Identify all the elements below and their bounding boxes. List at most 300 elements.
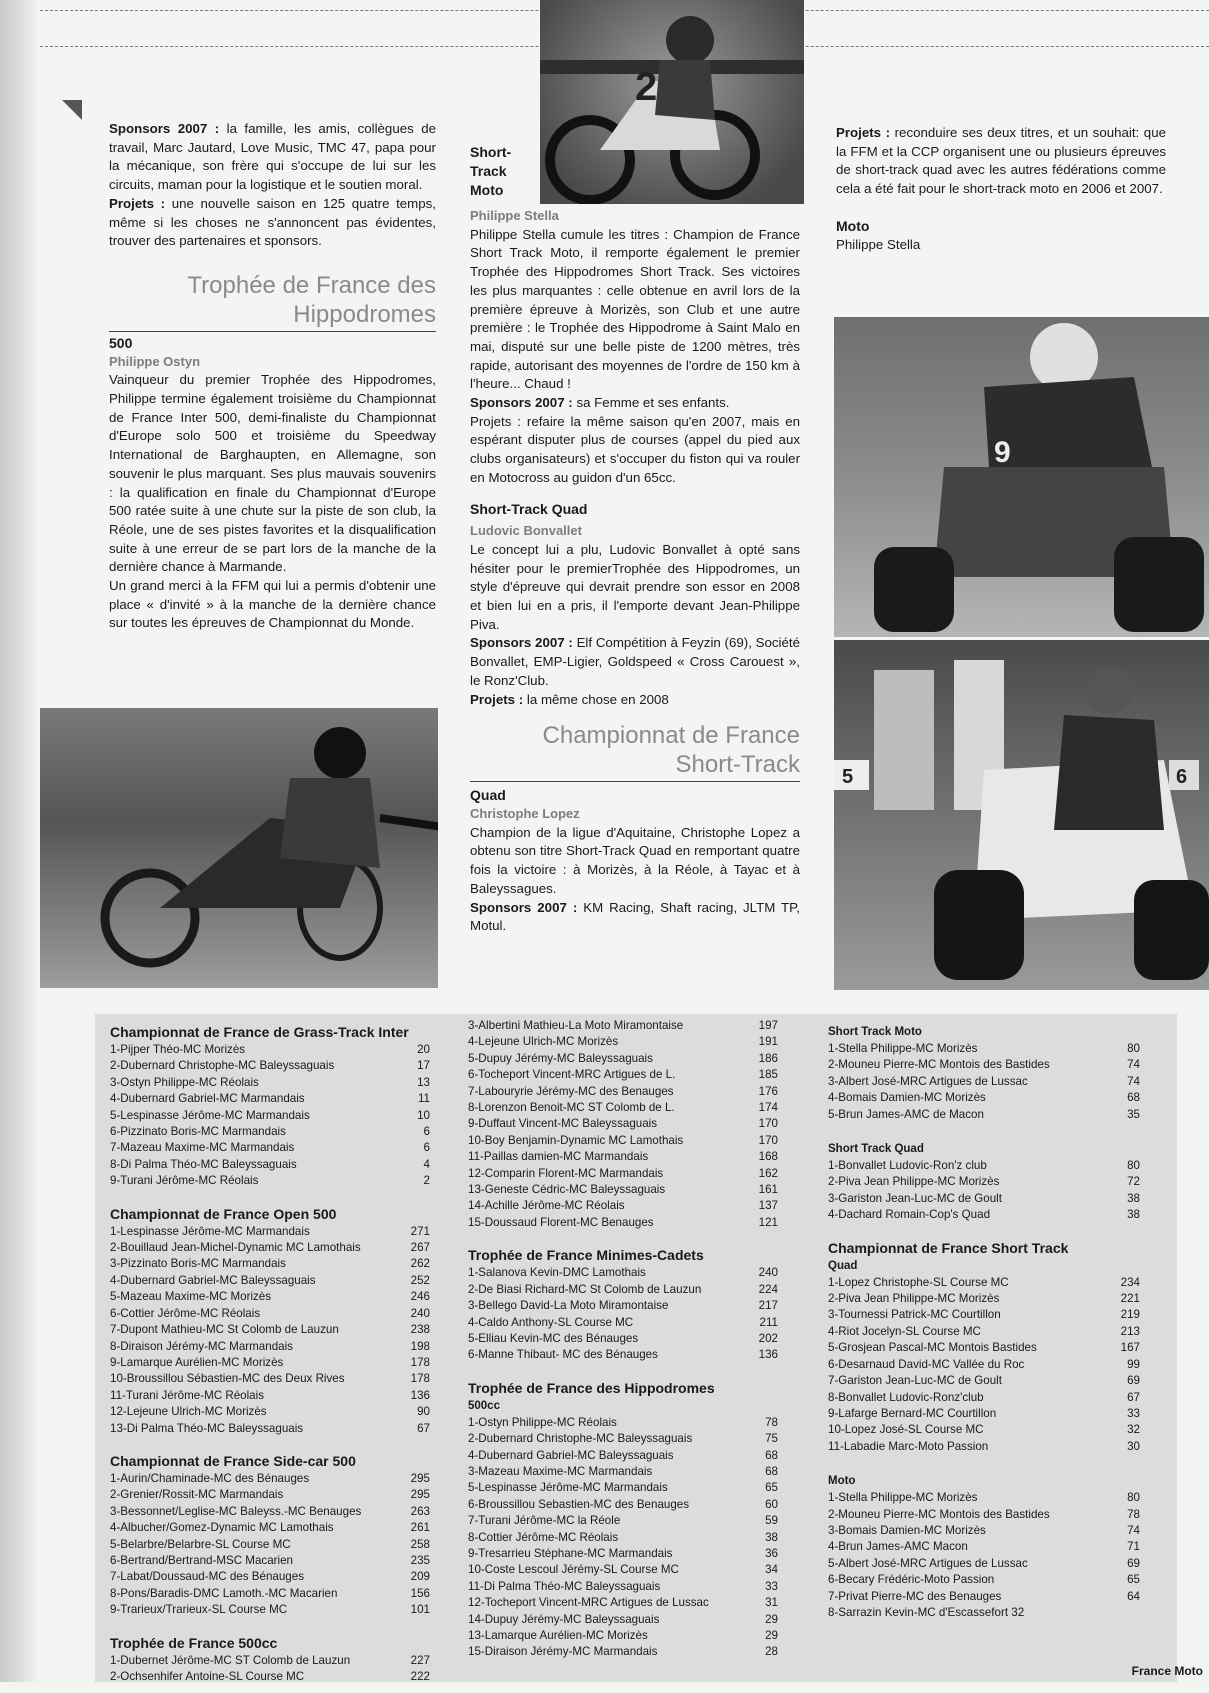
results-row	[468, 1595, 796, 1611]
results-section-title: Championnat de France Short Track	[828, 1239, 1069, 1256]
results-row	[110, 1140, 438, 1156]
rider-club: 5-Dupuy Jérémy-MC Baleyssaguais	[468, 1051, 653, 1065]
points: 246	[410, 1290, 430, 1304]
speedway-bike-illustration	[40, 708, 438, 988]
results-row	[828, 1490, 1158, 1506]
rider-club: 7-Labouryrie Jérémy-MC des Benauges	[468, 1084, 674, 1098]
points: 271	[410, 1224, 430, 1238]
results-row	[828, 1390, 1158, 1406]
rider-club: 8-Diraison Jérémy-MC Marmandais	[110, 1339, 293, 1353]
projets-text: reconduire ses deux titres, et un souhait: que la FFM et la CCP organisent une ou plusieurs épreuves de short-track quad avec les autres fédérations comme cela a été fait pour le short-track moto en 2006 et 2007.	[836, 125, 1166, 197]
results-row	[110, 1273, 438, 1289]
points: 197	[758, 1019, 778, 1032]
points: 262	[410, 1257, 430, 1271]
photo-quad-paddock	[834, 640, 1209, 990]
results-section-title: Trophée de France des Hippodromes	[468, 1379, 715, 1396]
rider-club: 1-Aurin/Chaminade-MC des Bénauges	[110, 1471, 310, 1485]
results-row	[110, 1602, 438, 1618]
rider-club: 2-Ochsenhifer Antoine-SL Course MC	[110, 1670, 305, 1683]
rider-club: 1-Lopez Christophe-SL Course MC	[828, 1275, 1009, 1289]
results-row	[828, 1439, 1158, 1455]
rider-club: 2-Piva Jean Philippe-MC Morizès	[828, 1175, 1000, 1189]
points: 30	[1127, 1439, 1140, 1453]
rider-club: 3-Bellego David-La Moto Miramontaise	[468, 1299, 669, 1313]
race-number: 2	[635, 65, 658, 109]
rider-club: 12-Tocheport Vincent-MRC Artigues de Lussac	[468, 1596, 709, 1610]
points: 101	[410, 1603, 430, 1617]
rider-club: 1-Dubernet Jérôme-MC ST Colomb de Lauzun	[110, 1653, 351, 1667]
results-row	[468, 1315, 796, 1331]
points: 185	[758, 1068, 778, 1082]
points: 69	[1127, 1556, 1140, 1570]
rider-club: 5-Lespinasse Jérôme-MC Marmandais	[110, 1108, 310, 1122]
rider-club: 9-Turani Jérôme-MC Réolais	[110, 1174, 259, 1188]
results-row	[828, 1539, 1158, 1555]
points: 78	[1127, 1507, 1140, 1521]
rider-club: 8-Di Palma Théo-MC Baleyssaguais	[110, 1157, 297, 1171]
rider-club: 1-Pijper Théo-MC Morizès	[110, 1043, 246, 1056]
results-row	[110, 1091, 438, 1107]
sponsors-text: KM Racing, Shaft racing, JLTM TP, Motul.	[470, 899, 800, 934]
results-row	[828, 1572, 1158, 1588]
points: 64	[1127, 1589, 1140, 1603]
results-row	[468, 1530, 796, 1546]
rider-club: 6-Tocheport Vincent-MRC Artigues de L.	[468, 1068, 676, 1082]
results-subsection-title: Quad	[828, 1259, 858, 1272]
results-row	[110, 1339, 438, 1355]
rider-club: 8-Pons/Baradis-DMC Lamoth.-MC Macarien	[110, 1586, 338, 1600]
rider-club: 15-Doussaud Florent-MC Benauges	[468, 1215, 654, 1229]
rider-club: 3-Bomais Damien-MC Morizès	[828, 1523, 986, 1537]
points: 258	[410, 1537, 430, 1551]
points: 219	[1120, 1308, 1140, 1322]
photo-short-track-moto	[540, 0, 804, 204]
results-subsection-title: Short Track Moto	[828, 1026, 922, 1038]
points: 33	[1127, 1406, 1140, 1420]
rider-club: 3-Ostyn Philippe-MC Réolais	[110, 1075, 259, 1089]
rider-club: 2-De Biasi Richard-MC St Colomb de Lauzun	[468, 1282, 702, 1296]
points: 80	[1127, 1042, 1140, 1055]
points: 90	[417, 1405, 430, 1419]
rider-club: 10-Coste Lescoul Jérémy-SL Course MC	[468, 1563, 679, 1577]
rider-club: 2-Mouneu Pierre-MC Montois des Bastides	[828, 1507, 1050, 1521]
points: 75	[765, 1432, 778, 1446]
sponsors-para	[470, 394, 800, 413]
points: 72	[1127, 1175, 1140, 1189]
results-row	[110, 1157, 438, 1173]
points: 2	[423, 1174, 430, 1188]
points: 74	[1127, 1523, 1140, 1537]
results-row	[468, 1562, 796, 1578]
rider-club: 6-Bertrand/Bertrand-MSC Macarien	[110, 1553, 293, 1567]
points: 4	[423, 1157, 430, 1171]
rider-club: 5-Brun James-AMC de Macon	[828, 1107, 984, 1121]
heading-line-2: Hippodromes	[293, 300, 436, 328]
body-paragraph: Vainqueur du premier Trophée des Hippodromes, Philippe termine également troisième du Championnat de France Inter 500, demi-finaliste du Championnat d'Europe solo 500 et troisième du Speedway International de Barghaupten, en Allemagne, son souvenir le plus marquant. Ses plus mauvais souvenirs : la qualification en finale du Championnat d'Europe 500 ratée suite à une chute sur la piste de son club, la Réole, une de ses pistes favorites et la disqualification suite à une erreur de se part lors de la manche de la dernière chance à Marmande.	[109, 372, 436, 575]
points: 78	[765, 1415, 778, 1429]
rider-club: 13-Geneste Cédric-MC Baleyssaguais	[468, 1183, 666, 1197]
points: 209	[410, 1570, 430, 1584]
rider-club: 7-Dupont Mathieu-MC St Colomb de Lauzun	[110, 1323, 339, 1337]
points: 176	[758, 1084, 778, 1098]
rider-club: 4-Riot Jocelyn-SL Course MC	[828, 1324, 981, 1338]
section-spacer	[828, 1224, 1158, 1232]
points: 71	[1127, 1540, 1140, 1554]
points: 38	[1127, 1191, 1140, 1205]
results-row	[828, 1523, 1158, 1539]
points: 170	[758, 1117, 778, 1131]
results-section-title: Trophée de France 500cc	[110, 1634, 278, 1651]
body-paragraph: Champion de la ligue d'Aquitaine, Christophe Lopez a obtenu son titre Short-Track Quad en remportant quatre fois la victoire : à Morizès, à la Réole, à Tayac et à Baleyssagues.	[470, 824, 800, 896]
projets-label: Projets :	[836, 125, 891, 140]
points: 60	[765, 1497, 778, 1511]
results-row	[828, 1207, 1158, 1223]
points: 65	[765, 1481, 778, 1495]
rider-club: 4-Dubernard Gabriel-MC Baleyssaguais	[110, 1273, 316, 1287]
rider-club: 4-Lejeune Ulrich-MC Morizès	[468, 1035, 619, 1049]
tag-line: Short-	[470, 144, 512, 160]
race-number: 9	[994, 436, 1011, 469]
rider-club: 13-Di Palma Théo-MC Baleyssaguais	[110, 1421, 304, 1435]
race-number: 6	[1176, 766, 1188, 788]
rider-club: 13-Lamarque Aurélien-MC Morizès	[468, 1629, 648, 1642]
rider-club: 9-Trarieux/Trarieux-SL Course MC	[110, 1603, 288, 1617]
results-row	[110, 1075, 438, 1091]
category-label: 500	[109, 334, 133, 351]
page-edge-strip	[0, 0, 40, 1682]
results-row	[110, 1256, 438, 1272]
results-row	[828, 1422, 1158, 1438]
results-column-1	[110, 1016, 438, 1693]
points: 35	[1127, 1107, 1140, 1121]
results-row	[468, 1265, 796, 1281]
sponsors-label: Sponsors 2007 :	[109, 121, 220, 136]
rider-club: 5-Elliau Kevin-MC des Bénauges	[468, 1331, 639, 1345]
points: 198	[410, 1339, 430, 1353]
points: 31	[765, 1596, 778, 1610]
rider-club: 3-Tournessi Patrick-MC Courtillon	[828, 1308, 1001, 1322]
results-row	[468, 1282, 796, 1298]
sponsors-label: Sponsors 2007 :	[470, 395, 573, 411]
results-row	[828, 1507, 1158, 1523]
rider-club: 4-Bomais Damien-MC Morizès	[828, 1091, 986, 1105]
rider-club: 4-Albucher/Gomez-Dynamic MC Lamothais	[110, 1521, 334, 1535]
results-row	[110, 1553, 438, 1569]
results-row	[828, 1174, 1158, 1190]
category-label: Moto	[836, 217, 870, 234]
photo-quad-rider	[834, 317, 1209, 637]
rider-club: 14-Achille Jérôme-MC Réolais	[468, 1199, 625, 1213]
section-spacer	[110, 1685, 438, 1693]
results-row	[110, 1306, 438, 1322]
results-row	[828, 1307, 1158, 1323]
magazine-footer: France Moto	[1131, 1664, 1203, 1678]
points: 32	[1127, 1423, 1140, 1437]
rider-club: 12-Comparin Florent-MC Marmandais	[468, 1166, 664, 1180]
results-row	[468, 1497, 796, 1513]
results-section-title: Trophée de France Minimes-Cadets	[468, 1247, 704, 1264]
results-row	[468, 1198, 796, 1214]
points: 38	[1127, 1208, 1140, 1222]
results-row	[468, 1018, 796, 1034]
rider-club: 1-Stella Philippe-MC Morizès	[828, 1491, 978, 1505]
rider-club: 6-Manne Thibaut- MC des Bénauges	[468, 1348, 658, 1362]
results-row	[110, 1653, 438, 1669]
points: 295	[410, 1471, 430, 1485]
results-subsection-title: 500cc	[468, 1399, 500, 1412]
points: 67	[1127, 1390, 1140, 1404]
points: 33	[765, 1579, 778, 1593]
points: 161	[758, 1183, 778, 1197]
projets-para	[836, 124, 1166, 199]
points: 211	[759, 1315, 778, 1329]
rider-club: 2-Piva Jean Philippe-MC Morizès	[828, 1292, 1000, 1306]
rider-club: 3-Gariston Jean-Luc-MC de Goult	[828, 1191, 1002, 1205]
section-spacer	[468, 1231, 796, 1239]
points: 20	[417, 1043, 430, 1056]
section-spacer	[468, 1661, 796, 1669]
results-row	[468, 1149, 796, 1165]
results-column-3	[828, 1014, 1158, 1629]
results-row	[468, 1448, 796, 1464]
rider-club: 7-Mazeau Maxime-MC Marmandais	[110, 1141, 295, 1155]
rider-club: 5-Grosjean Pascal-MC Montois Bastides	[828, 1341, 1037, 1355]
projets-label: Projets :	[470, 691, 524, 707]
results-row	[468, 1331, 796, 1347]
points: 29	[765, 1612, 778, 1626]
points: 59	[765, 1514, 778, 1528]
rider-club: 9-Tresarrieu Stéphane-MC Marmandais	[468, 1546, 673, 1560]
rider-club: 2-Bouillaud Jean-Michel-Dynamic MC Lamothais	[110, 1241, 361, 1255]
rider-club: 10-Broussillou Sébastien-MC des Deux Rives	[110, 1372, 345, 1386]
rider-club: 9-Duffaut Vincent-MC Baleyssaguais	[468, 1117, 658, 1131]
results-row	[828, 1324, 1158, 1340]
results-row	[828, 1275, 1158, 1291]
points: 234	[1120, 1275, 1140, 1289]
points: 202	[758, 1331, 778, 1345]
points: 227	[410, 1653, 430, 1667]
projets-label: Projets :	[109, 195, 166, 211]
rider-club: 8-Lorenzon Benoit-MC ST Colomb de L.	[468, 1101, 675, 1115]
results-row	[828, 1605, 1158, 1621]
results-row	[468, 1166, 796, 1182]
results-row	[828, 1107, 1158, 1123]
rider-club: 3-Mazeau Maxime-MC Marmandais	[468, 1464, 653, 1478]
rider-club: 5-Lespinasse Jérôme-MC Marmandais	[468, 1481, 668, 1495]
projets-text: une nouvelle saison en 125 quatre temps, même si les choses ne s'annoncent pas évidentes, trouver des partenaires et sponsors.	[109, 195, 436, 249]
results-row	[468, 1182, 796, 1198]
body-paragraph: Un grand merci à la FFM qui lui a permis d'obtenir une place « d'invité » à la manche de la dernière chance sur toutes les épreuves de Championnat du Monde.	[109, 578, 436, 631]
results-row	[110, 1289, 438, 1305]
rider-club: 1-Ostyn Philippe-MC Réolais	[468, 1415, 617, 1429]
rider-club: 1-Bonvallet Ludovic-Ron'z club	[828, 1159, 987, 1173]
rider-club: 4-Brun James-AMC Macon	[828, 1540, 968, 1554]
rider-club: 11-Di Palma Théo-MC Baleyssaguais	[468, 1579, 661, 1593]
results-row	[468, 1431, 796, 1447]
sponsors-label: Sponsors 2007 :	[470, 899, 578, 915]
projets-para: Projets : refaire la même saison qu'en 2007, mais en espérant disputer plus de courses (appel du pied aux clubs organisateurs) et s'occuper du fiston qui va rouler en Motocross au guidon d'un 65cc.	[470, 413, 800, 485]
points: 38	[765, 1530, 778, 1544]
points: 136	[758, 1348, 778, 1362]
points: 17	[417, 1059, 430, 1073]
rider-club: 2-Grenier/Rossit-MC Marmandais	[110, 1488, 284, 1502]
rider-club: 1-Stella Philippe-MC Morizès	[828, 1042, 978, 1055]
points: 80	[1127, 1159, 1140, 1173]
points: 6	[423, 1125, 430, 1139]
points: 168	[758, 1150, 778, 1164]
results-row	[468, 1579, 796, 1595]
results-row	[468, 1415, 796, 1431]
points: 137	[758, 1199, 778, 1213]
results-row	[110, 1404, 438, 1420]
points: 74	[1127, 1058, 1140, 1072]
results-row	[828, 1090, 1158, 1106]
results-row	[828, 1556, 1158, 1572]
results-row	[828, 1158, 1158, 1174]
results-row	[110, 1173, 438, 1189]
points: 36	[765, 1546, 778, 1560]
points: 10	[417, 1108, 430, 1122]
points: 13	[417, 1075, 430, 1089]
points: 295	[410, 1488, 430, 1502]
results-row	[110, 1371, 438, 1387]
rider-club: 11-Turani Jérôme-MC Réolais	[110, 1388, 264, 1402]
rider-club: 6-Desarnaud David-MC Vallée du Roc	[828, 1357, 1025, 1371]
rider-club: 6-Pizzinato Boris-MC Marmandais	[110, 1125, 286, 1139]
category-label: Short-Track Quad	[470, 500, 588, 517]
points: 224	[758, 1282, 778, 1296]
paddock-illustration	[834, 640, 1209, 990]
results-row	[110, 1421, 438, 1437]
results-row	[110, 1487, 438, 1503]
rider-club: 4-Dubernard Gabriel-MC Baleyssaguais	[468, 1448, 674, 1462]
points: 178	[410, 1372, 430, 1386]
rider-club: 12-Lejeune Ulrich-MC Morizès	[110, 1405, 267, 1419]
points: 74	[1127, 1074, 1140, 1088]
heading-line-1: Trophée de France des	[187, 271, 436, 299]
rider-club: 6-Cottier Jérôme-MC Réolais	[110, 1306, 261, 1320]
results-section-title: Championnat de France Open 500	[110, 1205, 337, 1222]
rider-club: 8-Sarrazin Kevin-MC d'Escassefort 32	[828, 1605, 1025, 1619]
results-row	[110, 1224, 438, 1240]
rider-club: 7-Gariston Jean-Luc-MC de Goult	[828, 1374, 1002, 1388]
results-row	[110, 1058, 438, 1074]
section-spacer	[468, 1364, 796, 1372]
points: 29	[765, 1629, 778, 1642]
corner-arrow-icon	[62, 100, 82, 120]
results-row	[110, 1108, 438, 1124]
results-row	[828, 1589, 1158, 1605]
results-row	[110, 1504, 438, 1520]
results-section-title: Championnat de France Side-car 500	[110, 1452, 356, 1469]
rider-club: 3-Albertini Mathieu-La Moto Miramontaise	[468, 1019, 684, 1032]
results-row	[110, 1669, 438, 1685]
points: 121	[758, 1215, 778, 1229]
rider-club: 10-Boy Benjamin-Dynamic MC Lamothais	[468, 1133, 684, 1147]
results-row	[110, 1124, 438, 1140]
rider-club: 5-Mazeau Maxime-MC Morizès	[110, 1290, 272, 1304]
heading-line-2: Short-Track	[675, 751, 800, 779]
points: 186	[758, 1051, 778, 1065]
results-section-title: Championnat de France de Grass-Track Inter	[110, 1024, 409, 1040]
rider-club: 14-Dupuy Jérémy-MC Baleyssaguais	[468, 1612, 660, 1626]
results-row	[468, 1612, 796, 1628]
points: 68	[1127, 1091, 1140, 1105]
points: 65	[1127, 1573, 1140, 1587]
results-subsection-title: Moto	[828, 1475, 856, 1488]
points: 6	[423, 1141, 430, 1155]
rider-club: 2-Dubernard Christophe-MC Baleyssaguais	[468, 1432, 693, 1446]
rider-club: 8-Cottier Jérôme-MC Réolais	[468, 1530, 619, 1544]
section-spacer	[828, 1621, 1158, 1629]
rider-club: 2-Dubernard Christophe-MC Baleyssaguais	[110, 1059, 335, 1073]
rider-club: 1-Lespinasse Jérôme-MC Marmandais	[110, 1224, 310, 1238]
column-3	[836, 124, 1166, 254]
body-paragraph: Le concept lui a plu, Ludovic Bonvallet à opté sans hésiter pour le premierTrophée des Hippodromes, un style d'épreuve qui devrait prendre son essor en 2008 et bien lui en a pris, il l'emporte devant Jean-Philippe Piva.	[470, 541, 800, 632]
section-spacer	[828, 1123, 1158, 1131]
results-row	[468, 1513, 796, 1529]
rider-club: 3-Albert José-MRC Artigues de Lussac	[828, 1074, 1028, 1088]
results-row	[468, 1084, 796, 1100]
results-row	[468, 1215, 796, 1231]
results-row	[468, 1347, 796, 1363]
rider-club: 4-Dubernard Gabriel-MC Marmandais	[110, 1092, 305, 1106]
points: 69	[1127, 1374, 1140, 1388]
results-row	[468, 1116, 796, 1132]
points: 99	[1127, 1357, 1140, 1371]
quad-illustration	[834, 317, 1209, 637]
points: 240	[758, 1266, 778, 1280]
points: 80	[1127, 1491, 1140, 1505]
rider-club: 10-Lopez José-SL Course MC	[828, 1423, 984, 1437]
projets-text: la même chose en 2008	[526, 691, 669, 707]
points: 263	[410, 1504, 430, 1518]
rider-club: 4-Dachard Romain-Cop's Quad	[828, 1208, 991, 1222]
points: 240	[410, 1306, 430, 1320]
results-row	[110, 1520, 438, 1536]
results-row	[110, 1569, 438, 1585]
tag-line: Track	[470, 163, 507, 179]
photo-speedway-rider	[40, 708, 438, 988]
results-row	[110, 1586, 438, 1602]
points	[1140, 1605, 1158, 1621]
points: 156	[410, 1586, 430, 1600]
section-spacer	[110, 1437, 438, 1445]
rider-club: 1-Salanova Kevin-DMC Lamothais	[468, 1266, 646, 1280]
author-name: Christophe Lopez	[470, 805, 580, 821]
projets-para	[470, 691, 800, 710]
results-row	[828, 1291, 1158, 1307]
results-row	[110, 1471, 438, 1487]
rider-club: 3-Bessonnet/Leglise-MC Baleyss.-MC Benauges	[110, 1504, 362, 1518]
points: 191	[758, 1035, 778, 1049]
points: 162	[758, 1166, 778, 1180]
tag-line: Moto	[470, 182, 504, 198]
results-row	[828, 1373, 1158, 1389]
points: 67	[417, 1421, 430, 1435]
rider-club: 15-Diraison Jérémy-MC Marmandais	[468, 1645, 658, 1659]
rider-club: 5-Albert José-MRC Artigues de Lussac	[828, 1556, 1028, 1570]
results-subsection-title: Short Track Quad	[828, 1143, 924, 1156]
points: 217	[758, 1299, 778, 1313]
points: 238	[410, 1323, 430, 1337]
results-row	[468, 1546, 796, 1562]
rider-club: 9-Lamarque Aurélien-MC Morizès	[110, 1355, 284, 1369]
rider-club: 8-Bonvallet Ludovic-Ronz'club	[828, 1390, 984, 1404]
results-row	[828, 1357, 1158, 1373]
rider-club: 11-Paillas damien-MC Marmandais	[468, 1150, 649, 1164]
results-row	[828, 1041, 1158, 1057]
